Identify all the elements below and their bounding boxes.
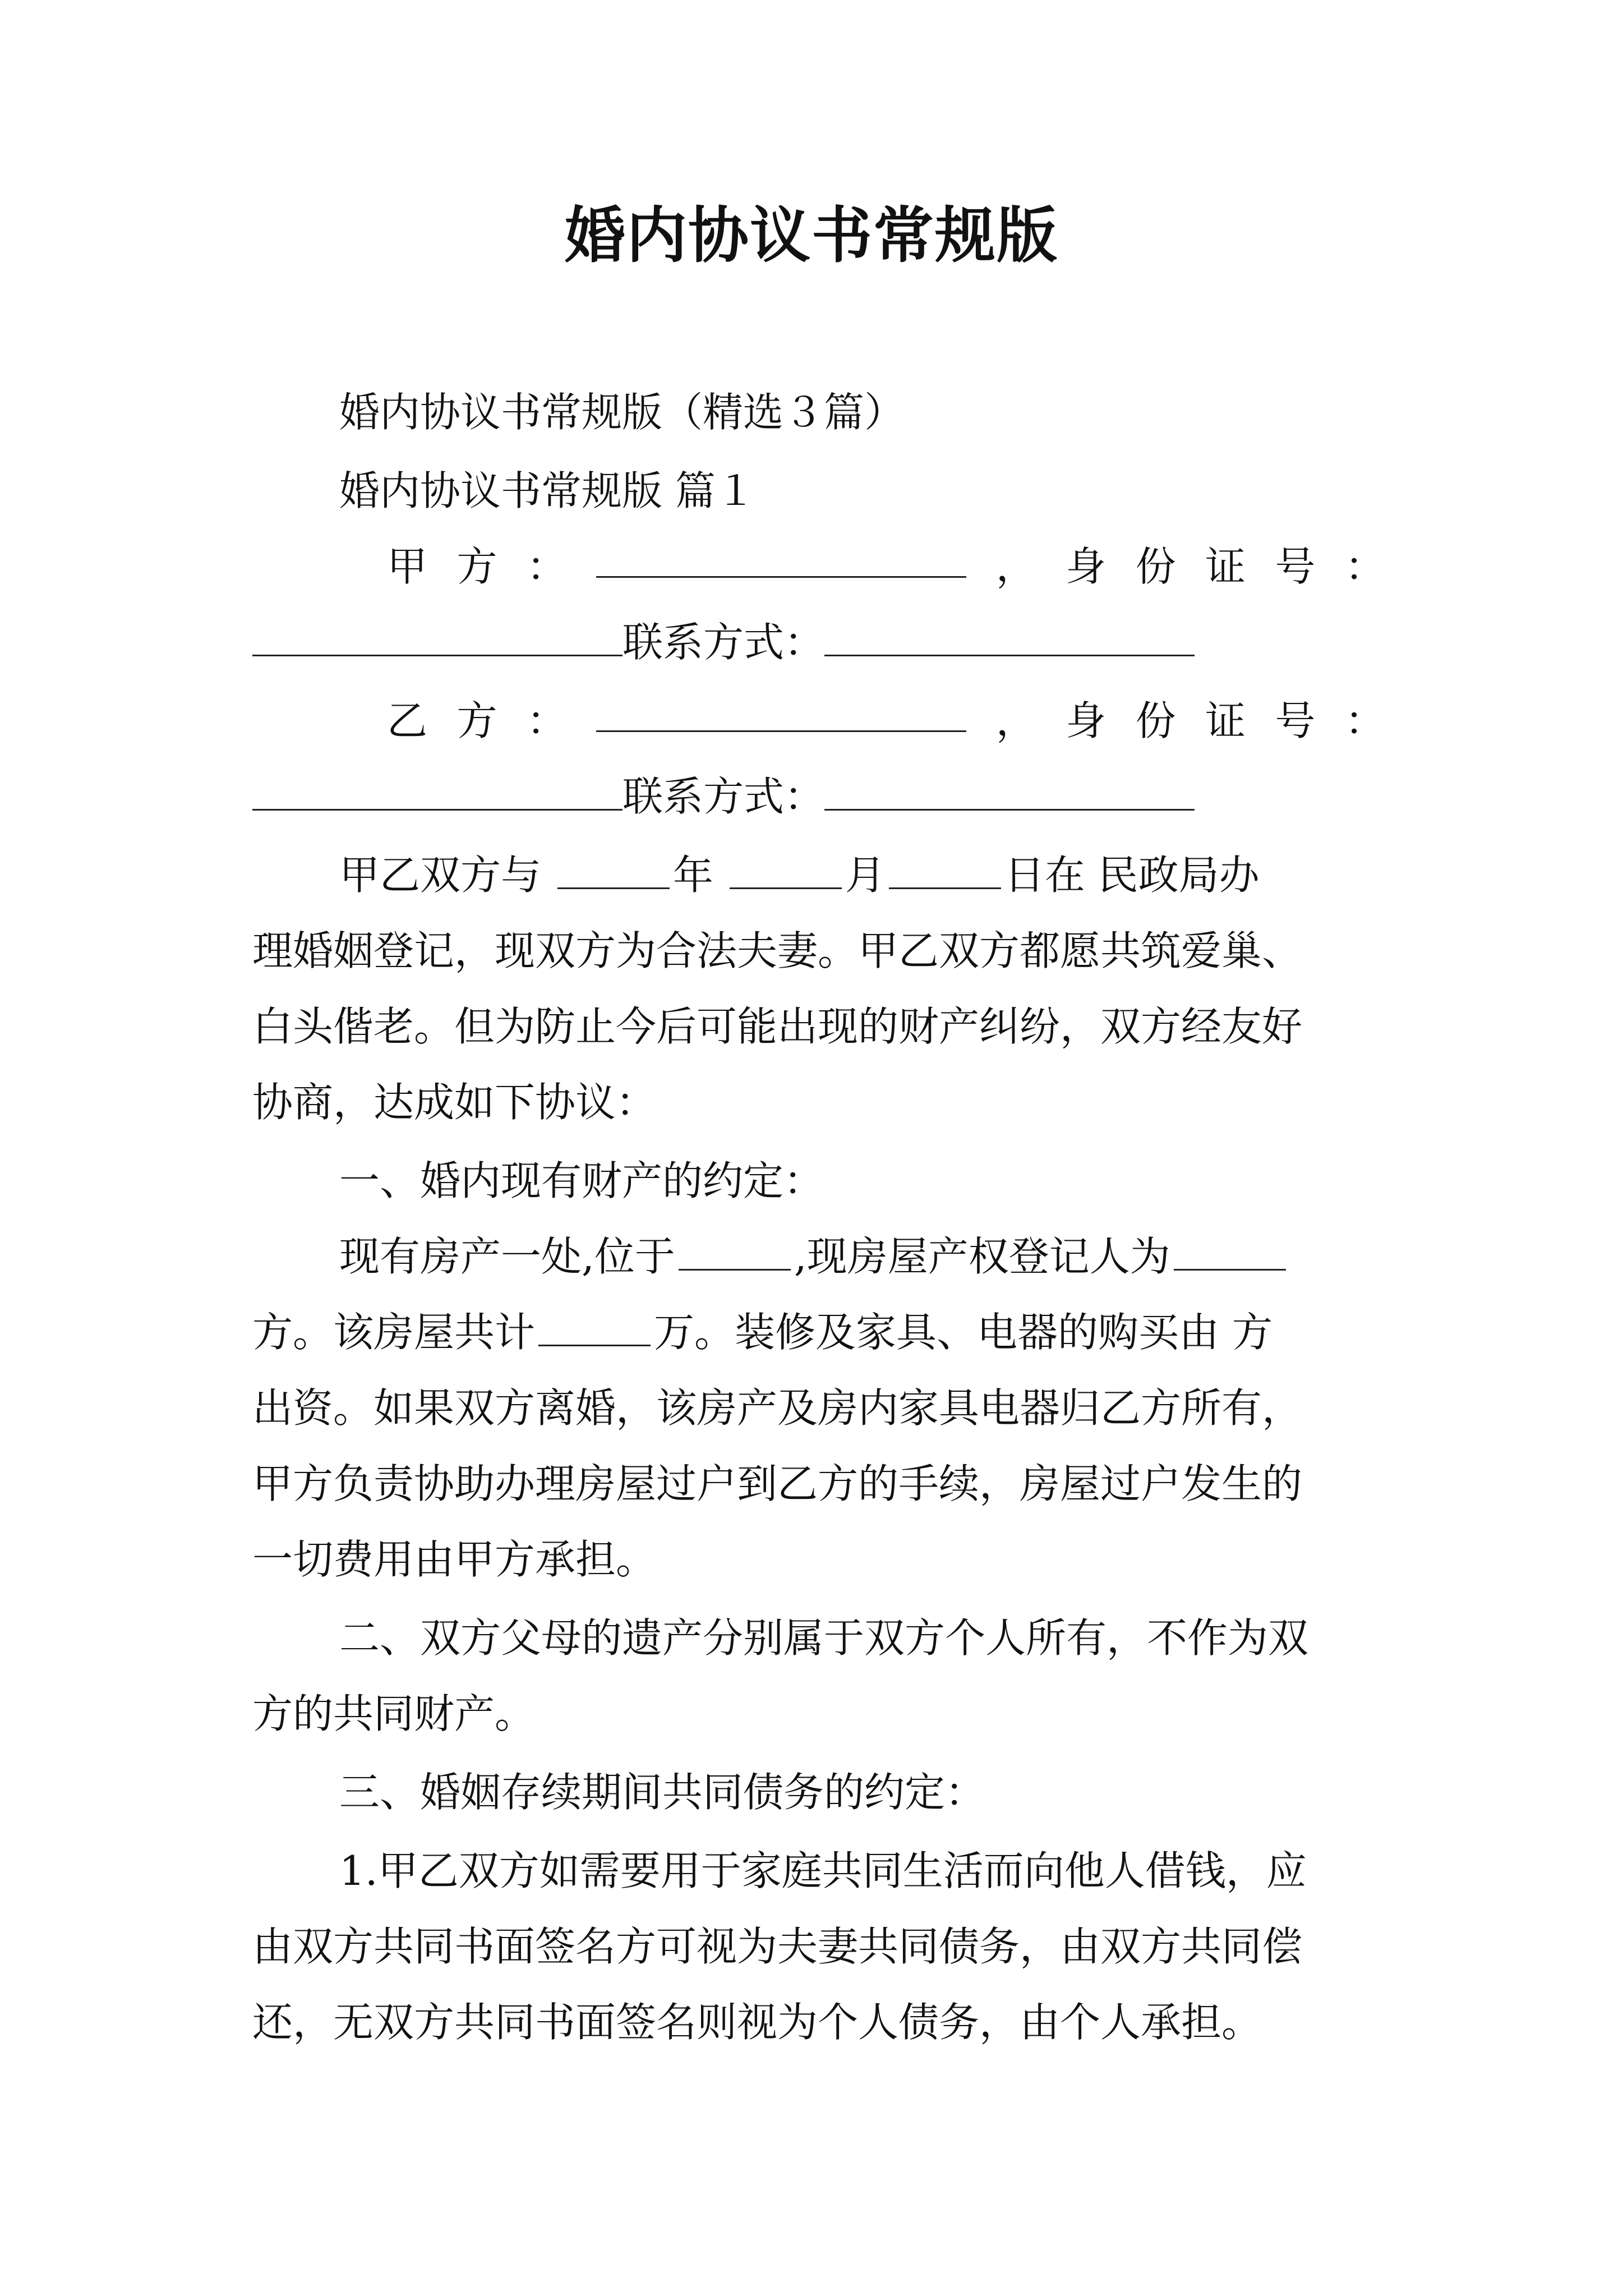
- party-b-line: [387, 696, 1385, 746]
- section-2-line-1: 二、双方父母的遗产分别属于双方个人所有，不作为双: [339, 1614, 1309, 1662]
- party-a-char: 证: [1205, 543, 1246, 590]
- owner-blank: [1174, 1234, 1286, 1271]
- party-a-char: 身: [1066, 543, 1106, 590]
- party-a-char: ，: [995, 543, 1036, 590]
- amount-blank: [538, 1310, 651, 1346]
- intro-line-2: 理婚姻登记，现双方为合法夫妻。甲乙双方都愿共筑爱巢、: [252, 927, 1303, 974]
- section-text: 现有房产一处,位于: [339, 1233, 675, 1280]
- section-text: ,现房屋产权登记人为: [794, 1233, 1170, 1280]
- party-a-contact-label: 联系方式：: [623, 619, 825, 666]
- party-a-contact-blank: [824, 620, 1195, 656]
- party-b-char: 份: [1135, 697, 1176, 744]
- party-a-id-blank: [252, 620, 623, 656]
- party-b-id-blank: [252, 774, 623, 811]
- section-1-line-2: [252, 1307, 1385, 1358]
- party-a-name-blank: [596, 541, 966, 578]
- section-1-line-1: [339, 1231, 1385, 1282]
- party-a-char: 甲: [387, 543, 428, 590]
- intro-text: 年: [672, 852, 726, 899]
- intro-line-3: 白头偕老。但为防止今后可能出现的财产纠纷，双方经友好: [252, 1003, 1303, 1050]
- party-b-contact-blank: [824, 774, 1195, 811]
- day-blank: [889, 853, 1001, 889]
- party-b-name-blank: [596, 696, 966, 732]
- section-text: 万。装修及家具、电器的购买由 方: [654, 1309, 1272, 1356]
- location-blank: [679, 1234, 791, 1271]
- party-b-char: ：: [526, 697, 567, 744]
- section-1-line-4: 甲方负责协助办理房屋过户到乙方的手续，房屋过户发生的: [252, 1460, 1303, 1507]
- section-3-line-2: 由双方共同书面签名方可视为夫妻共同债务，由双方共同偿: [252, 1923, 1303, 1970]
- party-a-line: [387, 541, 1385, 592]
- month-blank: [730, 853, 842, 889]
- party-b-contact-line: [252, 771, 1385, 822]
- party-a-contact-line: [252, 617, 1385, 668]
- party-b-char: ，: [995, 697, 1036, 744]
- document-subtitle: 婚内协议书常规版（精选３篇）: [339, 389, 905, 436]
- section-1-line-5: 一切费用由甲方承担。: [252, 1536, 657, 1583]
- intro-text: 日在 民政局办: [1004, 852, 1260, 899]
- intro-text: 月: [845, 852, 886, 899]
- party-a-char: ：: [526, 543, 567, 590]
- intro-text: 甲乙双方与: [339, 852, 554, 899]
- year-blank: [557, 853, 670, 889]
- section-1-line-3: 出资。如果双方离婚，该房产及房内家具电器归乙方所有，: [252, 1384, 1303, 1432]
- section-2-line-2: 方的共同财产。: [252, 1690, 536, 1737]
- party-b-char: 乙: [387, 697, 428, 744]
- party-a-char: 份: [1135, 543, 1176, 590]
- party-a-char: ：: [1344, 543, 1385, 590]
- document-title: 婚内协议书常规版: [564, 200, 1058, 271]
- party-b-char: 方: [457, 697, 497, 744]
- section-text: 方。该房屋共计: [252, 1309, 536, 1356]
- intro-line-1: [339, 850, 1385, 900]
- part-heading: 婚内协议书常规版 篇１: [339, 467, 756, 514]
- intro-line-4: 协商，达成如下协议：: [252, 1079, 657, 1126]
- party-b-char: ：: [1344, 697, 1385, 744]
- party-a-char: 方: [457, 543, 497, 590]
- party-b-char: 证: [1205, 697, 1246, 744]
- section-3-heading: 三、婚姻存续期间共同债务的约定：: [339, 1769, 986, 1816]
- party-a-char: 号: [1275, 543, 1316, 590]
- party-b-char: 身: [1066, 697, 1106, 744]
- section-3-line-3: 还，无双方共同书面签名则视为个人债务，由个人承担。: [252, 1999, 1262, 2046]
- party-b-char: 号: [1275, 697, 1316, 744]
- party-b-contact-label: 联系方式：: [623, 773, 825, 820]
- section-1-heading: 一、婚内现有财产的约定：: [339, 1157, 824, 1204]
- section-3-line-1: 1.甲乙双方如需要用于家庭共同生活而向他人借钱，应: [339, 1847, 1307, 1894]
